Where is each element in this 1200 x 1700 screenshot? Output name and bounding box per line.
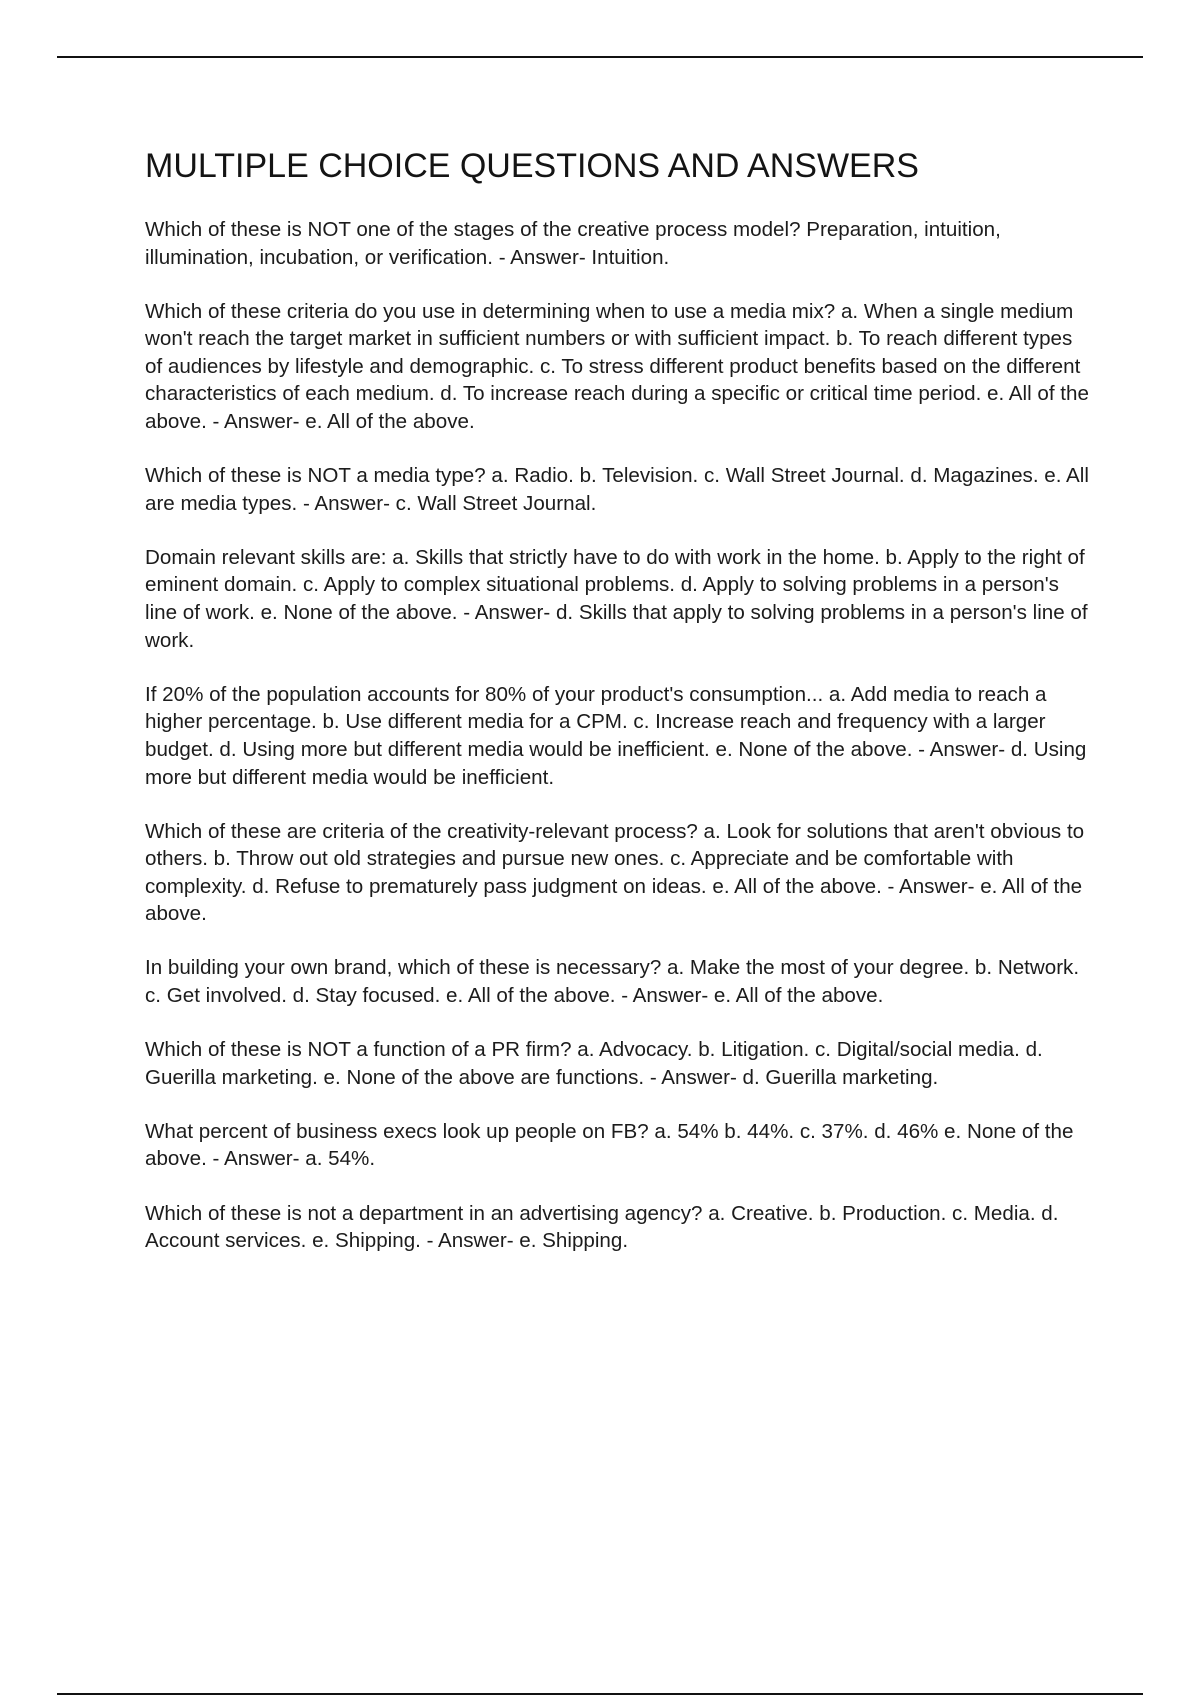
qa-item-10: Which of these is not a department in an advertising agency? a. Creative. b. Production. c. Media. d. Account services. e. Shipping. - Answer- e. Shipping. [145,1201,1059,1253]
qa-item-7: In building your own brand, which of these is necessary? a. Make the most of your degree. b. Network. c. Get involved. d. Stay focused. e. All of the above. - Answer- e. All of the above. [145,956,1080,1008]
top-divider [57,56,1143,58]
qa-item-1: Which of these is NOT one of the stages of the creative process model? Preparation, intuition, illumination, incubation, or verification. - Answer- Intuition. [145,218,1001,269]
qa-item-9: What percent of business execs look up people on FB? a. 54% b. 44%. c. 37%. d. 46% e. None of the above. - Answer- a. 54%. [145,1119,1074,1171]
qa-item-5: If 20% of the population accounts for 80% of your product's consumption... a. Add media to reach a higher percentage. b. Use different media for a CPM. c. Increase reach and frequency with a larger budget. d. Using more but different media would be inefficient. e. None of the above. - Answer- d. Using more but different media would be inefficient. [145,682,1087,789]
qa-item-4: Domain relevant skills are: a. Skills that strictly have to do with work in the home. b. Apply to the right of eminent domain. c. Apply to complex situational problems. d. Apply to solving problems in a person's line of work. e. None of the above. - Answer- d. Skills that apply to solving problems in a person's line of work. [145,545,1088,652]
bottom-divider [57,1693,1143,1695]
qa-item-2: Which of these criteria do you use in determining when to use a media mix? a. When a single medium won't reach the target market in sufficient numbers or with sufficient impact. b. To reach different types of audiences by lifestyle and demographic. c. To stress different product benefits based on the different characteristics of each medium. d. To increase reach during a specific or critical time period. e. All of the above. - Answer- e. All of the above. [145,299,1089,434]
document-body [145,140,1090,1281]
qa-item-3: Which of these is NOT a media type? a. Radio. b. Television. c. Wall Street Journal. d. Magazines. e. All are media types. - Answer- c. Wall Street Journal. [145,464,1089,515]
qa-item-6: Which of these are criteria of the creativity-relevant process? a. Look for solutions that aren't obvious to others. b. Throw out old strategies and pursue new ones. c. Appreciate and be comfortable with complexity. d. Refuse to prematurely pass judgment on ideas. e. All of the above. - Answer- e. All of the above. [145,819,1085,926]
page-title: MULTIPLE CHOICE QUESTIONS AND ANSWERS [145,147,919,185]
qa-item-8: Which of these is NOT a function of a PR firm? a. Advocacy. b. Litigation. c. Digital/social media. d. Guerilla marketing. e. None of the above are functions. - Answer- d. Guerilla marketing. [145,1038,1043,1089]
